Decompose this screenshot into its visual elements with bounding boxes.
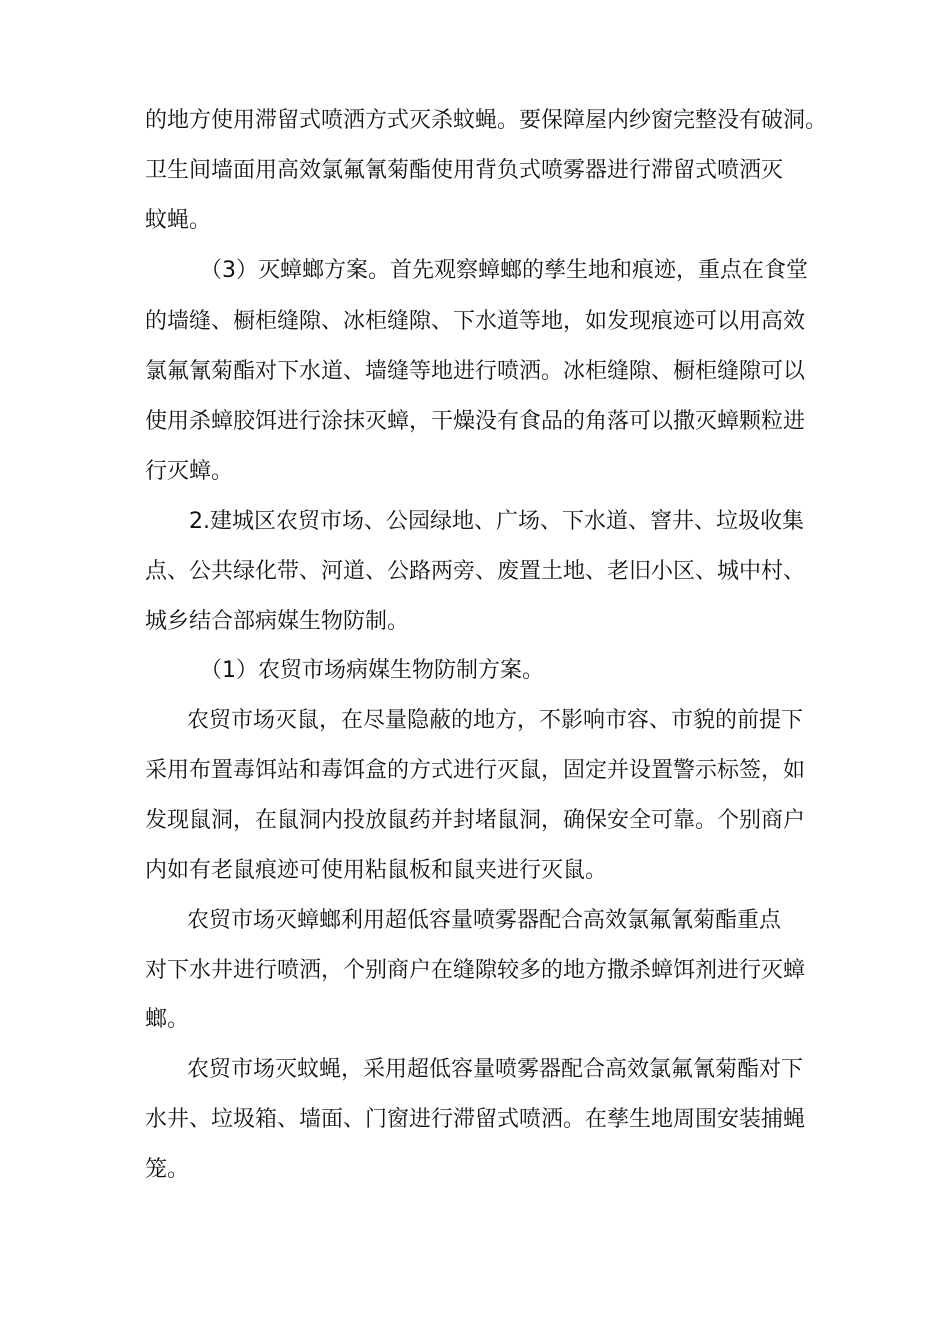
- text-line: 对下水井进行喷洒，个别商户在缝隙较多的地方撒杀蟑饵剂进行灭蟑: [145, 958, 806, 983]
- text-line: 发现鼠洞，在鼠洞内投放鼠药并封堵鼠洞，确保安全可靠。个别商户: [145, 808, 806, 833]
- text-line: 水井、垃圾箱、墙面、门窗进行滞留式喷洒。在孳生地周围安装捕蝇: [145, 1107, 806, 1132]
- text-line: （3）灭蟑螂方案。首先观察蟑螂的孳生地和痕迹，重点在食堂: [200, 258, 808, 283]
- text-line: 农贸市场灭鼠，在尽量隐蔽的地方，不影响市容、市貌的前提下: [187, 708, 804, 733]
- text-line: 城乡结合部病媒生物防制。: [145, 609, 410, 634]
- text-line: 农贸市场灭蟑螂利用超低容量喷雾器配合高效氯氟氰菊酯重点: [187, 908, 782, 933]
- text-line: 螂。: [145, 1007, 190, 1032]
- text-line: 卫生间墙面用高效氯氟氰菊酯使用背负式喷雾器进行滞留式喷洒灭: [145, 158, 784, 183]
- text-line: 使用杀蟑胶饵进行涂抹灭蟑，干燥没有食品的角落可以撒灭蟑颗粒进: [145, 409, 806, 434]
- text-line: 行灭蟑。: [145, 459, 234, 484]
- text-line: 的墙缝、橱柜缝隙、冰柜缝隙、下水道等地，如发现痕迹可以用高效: [145, 309, 806, 334]
- text-line: 氯氟氰菊酯对下水道、墙缝等地进行喷洒。冰柜缝隙、橱柜缝隙可以: [145, 359, 806, 384]
- text-line: 蚊蝇。: [145, 208, 212, 233]
- text-line: 采用布置毒饵站和毒饵盒的方式进行灭鼠，固定并设置警示标签，如: [145, 758, 806, 783]
- text-line: （1）农贸市场病媒生物防制方案。: [200, 658, 544, 683]
- text-line: 内如有老鼠痕迹可使用粘鼠板和鼠夹进行灭鼠。: [145, 858, 608, 883]
- text-line: 2.建城区农贸市场、公园绿地、广场、下水道、窨井、垃圾收集: [189, 509, 804, 534]
- text-line: 的地方使用滞留式喷洒方式灭杀蚊蝇。要保障屋内纱窗完整没有破洞。: [145, 108, 828, 133]
- text-line: 农贸市场灭蚊蝇，采用超低容量喷雾器配合高效氯氟氰菊酯对下: [187, 1057, 804, 1082]
- text-line: 笼。: [145, 1157, 190, 1182]
- text-line: 点、公共绿化带、河道、公路两旁、废置土地、老旧小区、城中村、: [145, 559, 806, 584]
